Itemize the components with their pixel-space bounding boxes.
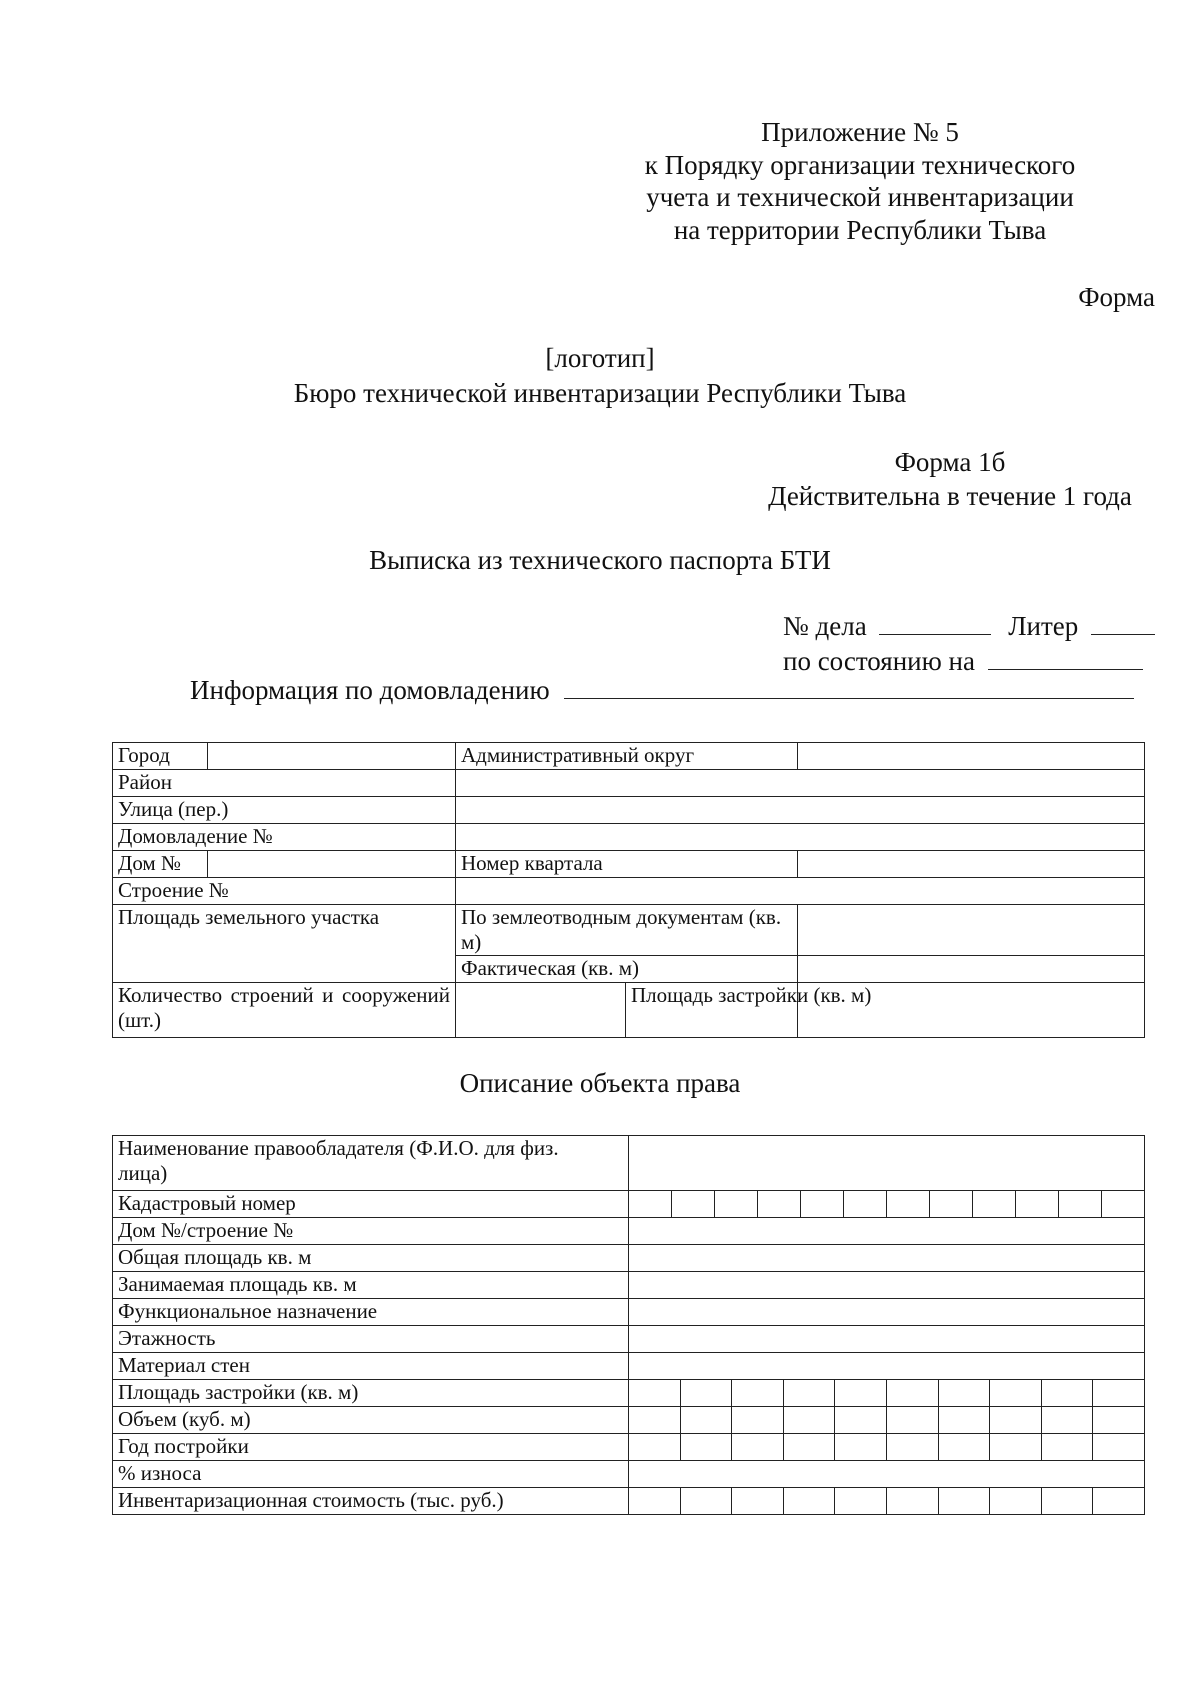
case-number-row	[783, 608, 1155, 642]
floors-value	[629, 1326, 1145, 1353]
house-no-value	[208, 851, 456, 878]
wear-label: % износа	[113, 1461, 629, 1488]
table-row	[113, 1488, 1145, 1515]
table-row	[113, 905, 1145, 956]
household-no-value	[456, 824, 1145, 851]
table-row	[113, 983, 1145, 1038]
annex-line-3: учета и технической инвентаризации	[646, 182, 1074, 212]
built-up-area-label-2: Площадь застройки (кв. м)	[113, 1380, 629, 1407]
land-area-label: Площадь земельного участка	[113, 905, 456, 983]
land-area-actual-value	[798, 956, 1145, 983]
table-row	[113, 1434, 1145, 1461]
household-no-label: Домовладение №	[113, 824, 456, 851]
built-up-area-label: Площадь застройки (кв. м)	[626, 983, 798, 1038]
land-area-docs-label: По землеотводным документам (кв. м)	[456, 905, 798, 956]
quarter-no-label: Номер квартала	[456, 851, 798, 878]
annex-line-2: к Порядку организации технического	[644, 149, 1076, 180]
bureau-name: Бюро технической инвентаризации Республики Тыва	[293, 378, 907, 408]
as-of-label: по состоянию на	[783, 646, 975, 676]
table-row	[113, 1136, 1145, 1191]
table-row	[113, 1272, 1145, 1299]
inventory-value-cells	[629, 1488, 1145, 1515]
house-building-label: Дом №/строение №	[113, 1218, 629, 1245]
form-label: Форма	[1078, 282, 1155, 312]
household-info-label: Информация по домовладению	[190, 675, 550, 705]
admin-district-label: Административный округ	[456, 743, 798, 770]
table-row	[113, 1191, 1145, 1218]
building-no-label: Строение №	[113, 878, 456, 905]
total-area-value	[629, 1245, 1145, 1272]
district-value	[456, 770, 1145, 797]
table-row	[113, 797, 1145, 824]
object-section-title: Описание объекта права	[459, 1068, 741, 1098]
built-up-area-cells	[629, 1380, 1145, 1407]
street-value	[456, 797, 1145, 824]
district-label: Район	[113, 770, 456, 797]
volume-cells	[629, 1407, 1145, 1434]
table-row	[113, 1380, 1145, 1407]
annex-line-1: Приложение № 5	[761, 117, 959, 147]
total-area-label: Общая площадь кв. м	[113, 1245, 629, 1272]
table-row	[113, 1407, 1145, 1434]
building-no-value	[456, 878, 1145, 905]
household-info-blank	[564, 672, 1134, 699]
owner-name-label: Наименование правообладателя (Ф.И.О. для физ. лица)	[113, 1136, 629, 1191]
land-area-docs-value	[798, 905, 1145, 956]
form-1b-block	[760, 445, 1140, 513]
table-row	[113, 1353, 1145, 1380]
buildings-count-value	[456, 983, 626, 1038]
household-info-row	[190, 672, 1134, 706]
table-row	[113, 1326, 1145, 1353]
cadastral-no-cells	[629, 1191, 1145, 1218]
annex-header	[580, 116, 1140, 246]
household-table	[112, 742, 1145, 1038]
owner-name-value	[629, 1136, 1145, 1191]
table-row	[113, 1218, 1145, 1245]
street-label: Улица (пер.)	[113, 797, 456, 824]
table-row	[113, 878, 1145, 905]
logo-placeholder: [логотип]	[545, 343, 655, 373]
liter-blank	[1091, 608, 1155, 635]
year-built-cells	[629, 1434, 1145, 1461]
case-no-label: № дела	[783, 611, 867, 641]
house-no-label: Дом №	[113, 851, 208, 878]
floors-label: Этажность	[113, 1326, 629, 1353]
occupied-area-label: Занимаемая площадь кв. м	[113, 1272, 629, 1299]
occupied-area-value	[629, 1272, 1145, 1299]
document-title: Выписка из технического паспорта БТИ	[369, 545, 831, 575]
case-no-blank	[879, 608, 991, 635]
wall-material-label: Материал стен	[113, 1353, 629, 1380]
form-1b-name: Форма 1б	[894, 447, 1006, 477]
wear-value	[629, 1461, 1145, 1488]
liter-label: Литер	[1008, 611, 1079, 641]
volume-label: Объем (куб. м)	[113, 1407, 629, 1434]
table-row	[113, 1299, 1145, 1326]
table-row	[113, 851, 1145, 878]
annex-line-4: на территории Республики Тыва	[673, 214, 1047, 245]
function-value	[629, 1299, 1145, 1326]
wall-material-value	[629, 1353, 1145, 1380]
buildings-count-label: Количество строений и сооружений (шт.)	[113, 983, 456, 1038]
table-row	[113, 770, 1145, 797]
land-area-actual-label: Фактическая (кв. м)	[456, 956, 798, 983]
table-row	[113, 1245, 1145, 1272]
inventory-value-label: Инвентаризационная стоимость (тыс. руб.)	[113, 1488, 629, 1515]
cadastral-no-label: Кадастровый номер	[113, 1191, 629, 1218]
admin-district-value	[798, 743, 1145, 770]
quarter-no-value	[798, 851, 1145, 878]
form-1b-validity: Действительна в течение 1 года	[768, 481, 1132, 511]
function-label: Функциональное назначение	[113, 1299, 629, 1326]
city-value	[208, 743, 456, 770]
year-built-label: Год постройки	[113, 1434, 629, 1461]
city-label: Город	[113, 743, 208, 770]
table-row	[113, 743, 1145, 770]
object-table	[112, 1135, 1145, 1515]
house-building-value	[629, 1218, 1145, 1245]
table-row	[113, 824, 1145, 851]
as-of-blank	[988, 643, 1143, 670]
table-row	[113, 1461, 1145, 1488]
